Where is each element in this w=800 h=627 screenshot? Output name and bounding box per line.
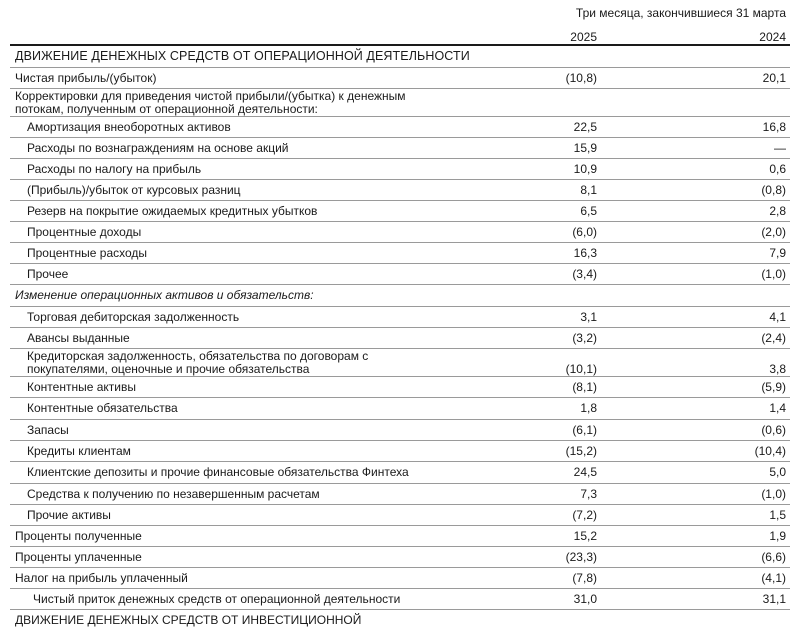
value-2025: 24,5	[573, 465, 597, 479]
row-label: (Прибыль)/убыток от курсовых разниц	[27, 183, 241, 197]
value-2025: 8,1	[580, 183, 597, 197]
row-label: Кредиторская задолженность, обязательства по договорам с покупателями, оценочные и прочие обязательства	[27, 349, 369, 376]
row-label: Кредиты клиентам	[27, 444, 131, 458]
row-label: Процентные расходы	[27, 246, 148, 260]
value-2024: 16,8	[762, 120, 786, 134]
row-label: Чистый приток денежных средств от операционной деятельности	[33, 592, 401, 606]
table-row	[10, 327, 790, 349]
value-2024: 1,9	[769, 529, 786, 543]
row-label: Клиентские депозиты и прочие финансовые обязательства Финтеха	[27, 465, 409, 479]
row-label: Расходы по налогу на прибыль	[27, 162, 202, 176]
value-2025: 31,0	[573, 592, 597, 606]
row-label: Прочие активы	[27, 508, 111, 522]
table-row	[10, 588, 790, 610]
value-2025: 7,3	[580, 487, 597, 501]
value-2024: 7,9	[769, 246, 786, 260]
table-row	[10, 306, 790, 328]
value-2025: (10,8)	[565, 71, 597, 85]
table-row	[10, 284, 790, 307]
value-2025: (3,2)	[572, 331, 597, 345]
value-2024: 31,1	[762, 592, 786, 606]
value-2024: (5,9)	[761, 380, 786, 394]
row-label: Запасы	[27, 423, 69, 437]
value-2025: 15,2	[573, 529, 597, 543]
value-2024: 1,5	[769, 508, 786, 522]
header-divider	[10, 44, 790, 46]
row-label: Процентные доходы	[27, 225, 142, 239]
row-label: Контентные обязательства	[27, 401, 178, 415]
value-2024: (4,1)	[761, 571, 786, 585]
table-row	[10, 348, 790, 377]
table-row	[10, 397, 790, 420]
value-2025: 15,9	[573, 141, 597, 155]
table-row	[10, 221, 790, 243]
value-2025: (3,4)	[572, 267, 597, 281]
table-row	[10, 546, 790, 568]
value-2024: (0,8)	[761, 183, 786, 197]
row-label: Чистая прибыль/(убыток)	[15, 71, 157, 85]
table-row	[10, 609, 790, 627]
table-row	[10, 504, 790, 526]
table-row	[10, 376, 790, 398]
value-2025: (10,1)	[565, 362, 597, 376]
value-2024: (10,4)	[754, 444, 786, 458]
value-2025: 6,5	[580, 204, 597, 218]
value-2024: (1,0)	[761, 267, 786, 281]
table-row	[10, 242, 790, 264]
table-row	[10, 440, 790, 462]
value-2024: (0,6)	[761, 423, 786, 437]
value-2024: (2,4)	[761, 331, 786, 345]
row-label: Корректировки для приведения чистой прибыли/(убытка) к денежным потокам, полученным от операционной деятельности:	[15, 89, 406, 116]
table-row	[10, 419, 790, 441]
value-2024: 4,1	[769, 310, 786, 324]
table-row	[10, 461, 790, 484]
value-2024: 3,8	[769, 362, 786, 376]
value-2025: (23,3)	[565, 550, 597, 564]
row-label: Амортизация внеоборотных активов	[27, 120, 231, 134]
value-2025: (6,0)	[572, 225, 597, 239]
row-label: Средства к получению по незавершенным расчетам	[27, 487, 320, 501]
row-label: Контентные активы	[27, 380, 136, 394]
row-label: Резерв на покрытие ожидаемых кредитных убытков	[27, 204, 318, 218]
value-2024: 1,4	[769, 401, 786, 415]
value-2025: (7,8)	[572, 571, 597, 585]
year-2025-header: 2025	[570, 30, 597, 44]
value-2025: (6,1)	[572, 423, 597, 437]
value-2025: 22,5	[573, 120, 597, 134]
year-2024-header: 2024	[759, 30, 786, 44]
row-label: Проценты полученные	[15, 529, 142, 543]
value-2025: 3,1	[580, 310, 597, 324]
row-label: Расходы по вознаграждениям на основе акций	[27, 141, 289, 155]
section-title: ДВИЖЕНИЕ ДЕНЕЖНЫХ СРЕДСТВ ОТ ОПЕРАЦИОННОЙ ДЕЯТЕЛЬНОСТИ	[15, 49, 470, 63]
value-2024: —	[774, 141, 786, 155]
value-2025: 1,8	[580, 401, 597, 415]
value-2024: (2,0)	[761, 225, 786, 239]
table-row	[10, 567, 790, 589]
table-row	[10, 137, 790, 159]
row-label: Авансы выданные	[27, 331, 130, 345]
value-2025: (15,2)	[565, 444, 597, 458]
value-2024: 0,6	[769, 162, 786, 176]
row-label: Торговая дебиторская задолженность	[27, 310, 240, 324]
row-label: Проценты уплаченные	[15, 550, 142, 564]
table-row	[10, 179, 790, 201]
row-label: Изменение операционных активов и обязательств:	[15, 288, 314, 302]
table-row	[10, 158, 790, 180]
value-2025: (7,2)	[572, 508, 597, 522]
value-2024: 20,1	[762, 71, 786, 85]
row-label: ДВИЖЕНИЕ ДЕНЕЖНЫХ СРЕДСТВ ОТ ИНВЕСТИЦИОННОЙ	[15, 613, 362, 627]
table-row	[10, 88, 790, 117]
table-row	[10, 200, 790, 222]
row-label: Налог на прибыль уплаченный	[15, 571, 188, 585]
table-row	[10, 525, 790, 547]
row-label: Прочее	[27, 267, 69, 281]
value-2024: 2,8	[769, 204, 786, 218]
value-2025: (8,1)	[572, 380, 597, 394]
table-row	[10, 67, 790, 89]
value-2025: 16,3	[573, 246, 597, 260]
value-2024: 5,0	[769, 465, 786, 479]
table-row	[10, 483, 790, 505]
value-2024: (6,6)	[761, 550, 786, 564]
value-2025: 10,9	[573, 162, 597, 176]
value-2024: (1,0)	[761, 487, 786, 501]
period-header: Три месяца, закончившиеся 31 марта	[575, 6, 786, 20]
table-row	[10, 263, 790, 285]
table-row	[10, 116, 790, 138]
